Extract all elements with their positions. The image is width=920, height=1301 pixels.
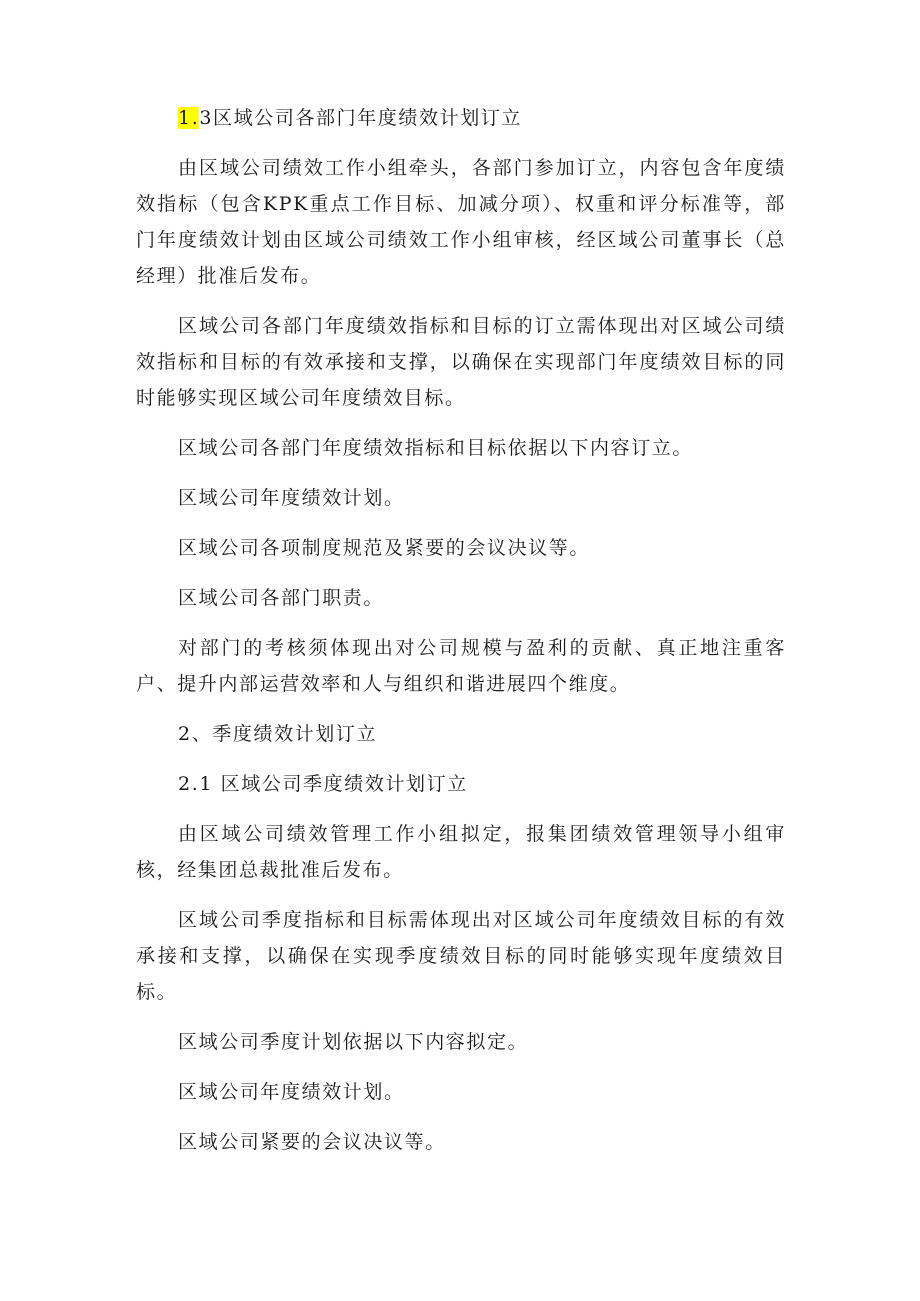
paragraph-annual-plan-process: 由区域公司绩效工作小组牵头，各部门参加订立，内容包含年度绩效指标（包含KPK重点工作目标、加减分项）、权重和评分标准等，部门年度绩效计划由区域公司绩效工作小组审核，经区域公司董事长（总经理）批准后发布。 — [136, 157, 786, 287]
paragraph-quarterly-process: 由区域公司绩效管理工作小组拟定，报集团绩效管理领导小组审核，经集团总裁批准后发布。 — [136, 823, 786, 881]
document-body — [136, 100, 786, 1174]
paragraph-dimensions: 对部门的考核须体现出对公司规模与盈利的贡献、真正地注重客户、提升内部运营效率和人与组织和谐进展四个维度。 — [136, 637, 786, 695]
paragraph-quarterly-basis: 区域公司季度计划依据以下内容拟定。 — [178, 1031, 529, 1053]
paragraph-basis-intro: 区域公司各部门年度绩效指标和目标依据以下内容订立。 — [178, 437, 694, 459]
section-heading-text: 3区域公司各部门年度绩效计划订立 — [199, 107, 523, 129]
section-heading-1-3 — [136, 100, 786, 136]
list-item-annual-plan: 区域公司年度绩效计划。 — [178, 487, 405, 509]
list-item-quarterly-resolutions: 区域公司紧要的会议决议等。 — [178, 1131, 446, 1153]
section-heading-2-1: 2.1 区域公司季度绩效计划订立 — [178, 773, 468, 795]
paragraph-quarterly-targets: 区域公司季度指标和目标需体现出对区域公司年度绩效目标的有效承接和支撑，以确保在实现季度绩效目标的同时能够实现年度绩效目标。 — [136, 909, 786, 1003]
list-item-quarterly-annual-plan: 区域公司年度绩效计划。 — [178, 1081, 405, 1103]
list-item-rules: 区域公司各项制度规范及紧要的会议决议等。 — [178, 537, 591, 559]
highlighted-text: 1. — [178, 107, 200, 129]
paragraph-annual-targets: 区域公司各部门年度绩效指标和目标的订立需体现出对区域公司绩效指标和目标的有效承接和支撑，以确保在实现部门年度绩效目标的同时能够实现区域公司年度绩效目标。 — [136, 315, 786, 409]
section-heading-2: 2、季度绩效计划订立 — [178, 723, 378, 745]
list-item-duties: 区域公司各部门职责。 — [178, 587, 385, 609]
